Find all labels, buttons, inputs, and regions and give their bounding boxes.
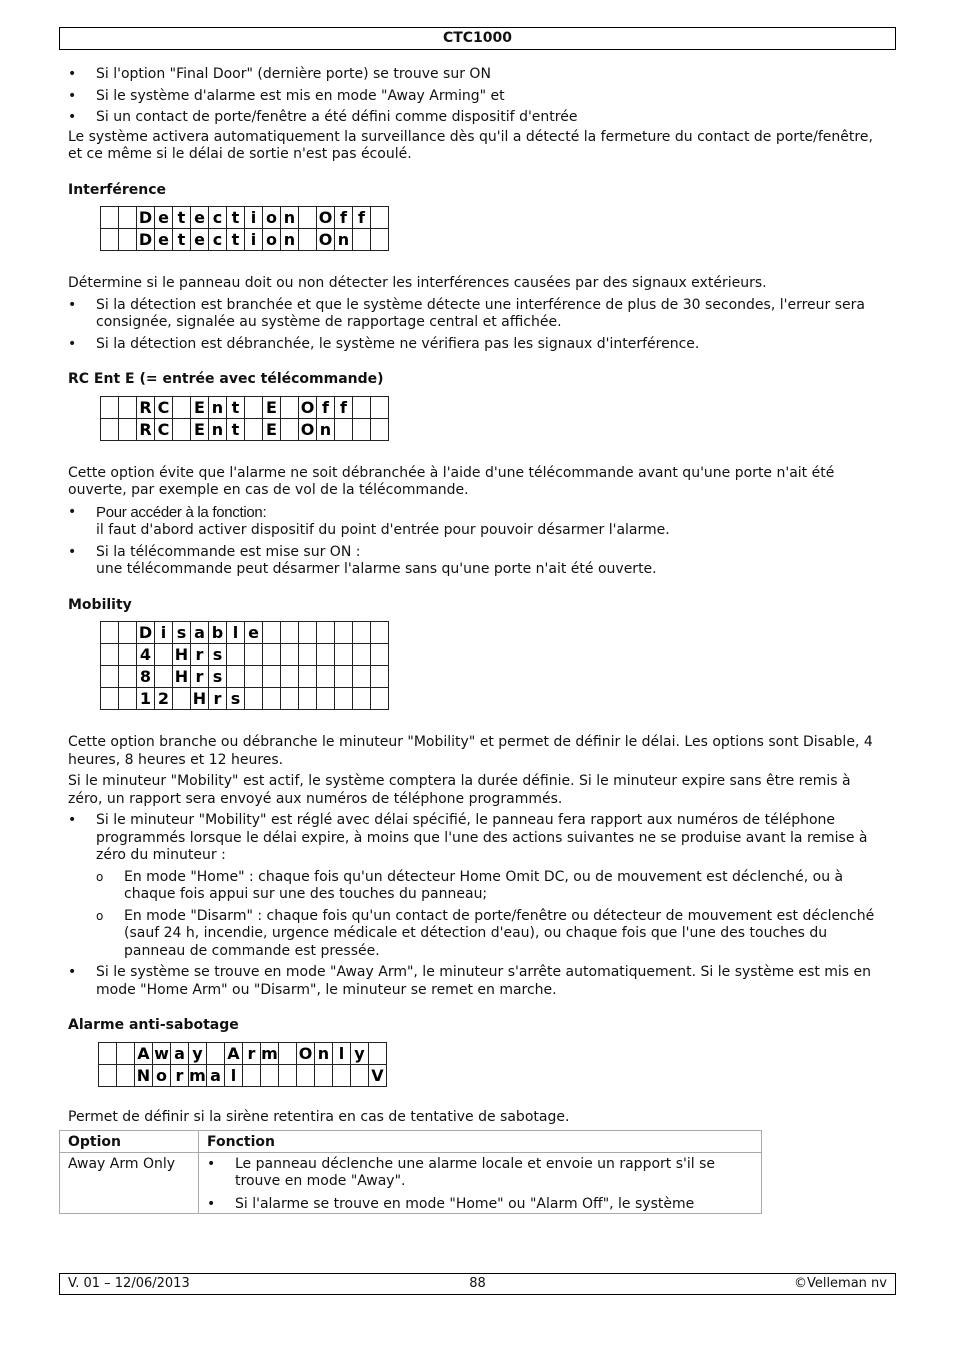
lcd-cell: f [317,396,335,418]
list-item [68,544,888,579]
lcd-cell [101,666,119,688]
lcd-cell: 1 [137,688,155,710]
lcd-cell: 2 [155,688,173,710]
lcd-cell: H [173,644,191,666]
intro-paragraph: Le système activera automatiquement la surveillance dès qu'il a détecté la fermeture du contact de porte/fenêtre, et ce même si le délai de sortie n'est pas écoulé. [68,128,873,162]
lcd-cell: r [191,666,209,688]
lcd-cell [263,622,281,644]
lcd-cell [101,229,119,251]
lcd-cell: s [173,622,191,644]
lcd-row [101,688,389,710]
lcd-cell [371,688,389,710]
lcd-cell [155,666,173,688]
lcd-cell: n [315,1042,333,1064]
lcd-cell: l [225,1064,243,1086]
lcd-cell [263,666,281,688]
tamper-paragraph: Permet de définir si la sirène retentira en cas de tentative de sabotage. [68,1108,570,1125]
lcd-cell [119,644,137,666]
lcd-cell: n [209,418,227,440]
lcd-cell [351,1064,369,1086]
lcd-cell [335,622,353,644]
lcd-cell [227,666,245,688]
lcd-cell: H [191,688,209,710]
lcd-cell [245,666,263,688]
list-item: • Si le système se trouve en mode "Away Arm", le minuteur s'arrête automatiquement. Si le système est mis en mode "Home Arm" ou "Disarm", le minuteur se remet en marche. [68,964,888,999]
lcd-cell [299,644,317,666]
lcd-cell [317,622,335,644]
lcd-cell [207,1042,225,1064]
lcd-cell [335,644,353,666]
lcd-cell [371,229,389,251]
lcd-cell [297,1064,315,1086]
list-item: • Si un contact de porte/fenêtre a été défini comme dispositif d'entrée [68,109,888,127]
lcd-cell: t [173,207,191,229]
lcd-cell: V [369,1064,387,1086]
lcd-cell [353,622,371,644]
lcd-cell [101,396,119,418]
lcd-cell [371,207,389,229]
lcd-cell: l [333,1042,351,1064]
lcd-cell: e [155,207,173,229]
table-header-option: Option [60,1131,199,1153]
lcd-cell: s [227,688,245,710]
lcd-cell: r [243,1042,261,1064]
lcd-cell: t [227,229,245,251]
lcd-cell [281,622,299,644]
rc-ent-bullet2-title: Si la télécommande est mise sur ON : [96,543,361,560]
lcd-cell [243,1064,261,1086]
lcd-row [101,418,389,440]
lcd-cell [279,1064,297,1086]
table-row [60,1152,762,1214]
lcd-row [101,666,389,688]
lcd-cell: i [245,207,263,229]
lcd-cell: e [191,229,209,251]
table-header-row [60,1131,762,1153]
page-footer [59,1273,896,1295]
lcd-cell [119,666,137,688]
lcd-row [101,622,389,644]
footer-copyright: ©Velleman nv [793,1276,887,1291]
lcd-cell [281,396,299,418]
lcd-cell: r [171,1064,189,1086]
lcd-cell [279,1042,297,1064]
lcd-cell [117,1042,135,1064]
lcd-cell: H [173,666,191,688]
lcd-cell [263,688,281,710]
lcd-cell: m [261,1043,278,1063]
lcd-cell [227,644,245,666]
lcd-cell [281,418,299,440]
lcd-cell [263,644,281,666]
list-item: o En mode "Home" : chaque fois qu'un détecteur Home Omit DC, ou de mouvement est déclenché, ou à chaque fois appui sur une des touches du panneau; [96,869,888,904]
lcd-cell: y [189,1042,207,1064]
lcd-cell [335,418,353,440]
lcd-cell [101,418,119,440]
lcd-cell [299,229,317,251]
list-item: • Si la détection est débranchée, le système ne vérifiera pas les signaux d'interférence. [68,336,888,354]
footer-version: V. 01 – 12/06/2013 [68,1276,190,1291]
lcd-cell: f [353,207,371,229]
lcd-cell [335,666,353,688]
rc-ent-bullet1-title: Pour accéder à la fonction: [96,503,267,521]
lcd-cell [119,396,137,418]
lcd-cell [371,644,389,666]
lcd-cell [335,688,353,710]
lcd-row [101,207,389,229]
lcd-cell [353,666,371,688]
interference-paragraph: Détermine si le panneau doit ou non détecter les interférences causées par des signaux extérieurs. [68,275,767,291]
intro-bullets [68,66,888,127]
lcd-cell: s [209,644,227,666]
lcd-cell [117,1064,135,1086]
lcd-cell: C [155,396,173,418]
lcd-cell [353,418,371,440]
mobility-sub-bullets [96,869,888,961]
lcd-cell: 8 [137,666,155,688]
page-header [59,27,896,50]
table-cell-function [199,1152,762,1214]
lcd-cell [299,688,317,710]
list-item: o En mode "Disarm" : chaque fois qu'un contact de porte/fenêtre ou détecteur de mouvement est déclenché (sauf 24 h, incendie, urgence médicale et détection d'eau), ou chaque fois que l'une des touches du panneau de commande est pressée. [96,908,888,961]
lcd-cell: f [335,396,353,418]
lcd-cell: D [137,229,155,251]
lcd-cell [101,644,119,666]
lcd-cell: e [245,622,263,644]
lcd-display-interference [100,206,389,251]
lcd-cell: 4 [137,644,155,666]
lcd-cell: b [209,622,227,644]
lcd-cell [155,644,173,666]
lcd-cell: E [263,418,281,440]
lcd-cell: O [317,207,335,229]
header-title: CTC1000 [442,30,513,46]
lcd-cell [353,644,371,666]
table-cell-option: Away Arm Only [60,1152,199,1214]
lcd-cell [173,418,191,440]
list-item [68,504,888,540]
lcd-cell [281,666,299,688]
table-header-function: Fonction [199,1131,762,1153]
lcd-cell: c [209,229,227,251]
lcd-cell [101,622,119,644]
lcd-display-rc-ent [100,396,389,441]
lcd-cell: R [137,418,155,440]
lcd-cell: n [281,229,299,251]
lcd-cell: e [191,207,209,229]
lcd-row [101,644,389,666]
lcd-cell [173,688,191,710]
mobility-bullet1-text: Si le minuteur "Mobility" est réglé avec délai spécifié, le panneau fera rapport aux numéros de téléphone programmés lorsque le délai expire, à moins que l'une des actions suivantes ne se produise avant la remise à zéro du minuteur : [96,812,868,863]
lcd-row [101,229,389,251]
lcd-cell: f [335,207,353,229]
lcd-cell: a [171,1042,189,1064]
lcd-cell [101,688,119,710]
lcd-cell [353,688,371,710]
lcd-cell [315,1064,333,1086]
section-heading-rc-ent: RC Ent E (= entrée avec télécommande) [68,371,384,387]
lcd-cell [281,644,299,666]
lcd-cell [299,207,317,229]
lcd-cell: e [155,229,173,251]
lcd-cell: n [281,207,299,229]
mobility-bullets [68,812,888,999]
lcd-row [99,1064,387,1086]
lcd-cell: c [209,207,227,229]
lcd-row [99,1042,387,1064]
interference-bullets [68,297,888,354]
list-item: • Le panneau déclenche une alarme locale et envoie un rapport s'il se trouve en mode "Away". [207,1156,753,1191]
lcd-cell: m [189,1065,206,1085]
lcd-cell [299,666,317,688]
lcd-cell: D [137,207,155,229]
lcd-cell: A [135,1042,153,1064]
lcd-cell: r [209,688,227,710]
lcd-cell [353,229,371,251]
lcd-row [101,396,389,418]
list-item: • Si l'option "Final Door" (dernière porte) se trouve sur ON [68,66,888,84]
list-item [68,812,888,960]
lcd-cell: t [173,229,191,251]
section-heading-interference: Interférence [68,181,167,198]
lcd-cell [353,396,371,418]
lcd-cell [371,622,389,644]
list-item: • Si l'alarme se trouve en mode "Home" ou "Alarm Off", le système [207,1196,753,1214]
lcd-cell [317,666,335,688]
lcd-cell: r [191,644,209,666]
lcd-cell: E [263,396,281,418]
lcd-cell [119,207,137,229]
lcd-cell: C [155,418,173,440]
list-item: • Si le système d'alarme est mis en mode "Away Arming" et [68,88,888,106]
lcd-cell: t [227,396,245,418]
lcd-cell: n [317,418,335,440]
lcd-cell [245,688,263,710]
option-table [59,1130,762,1214]
lcd-cell: O [317,229,335,251]
mobility-paragraph-1: Cette option branche ou débranche le minuteur "Mobility" et permet de définir le délai. Les options sont Disable, 4 heures, 8 heures et 12 heures. [68,734,873,768]
lcd-cell [119,622,137,644]
lcd-cell: A [225,1042,243,1064]
lcd-cell: i [245,229,263,251]
lcd-cell [119,418,137,440]
rc-ent-bullet2-text: une télécommande peut désarmer l'alarme sans qu'une porte n'ait été ouverte. [96,561,657,577]
lcd-cell: E [191,418,209,440]
lcd-cell [119,688,137,710]
lcd-cell [371,396,389,418]
lcd-cell: w [154,1043,169,1063]
lcd-cell: n [335,229,353,251]
lcd-display-tamper [98,1042,387,1087]
lcd-cell [119,229,137,251]
section-heading-mobility: Mobility [68,596,132,613]
lcd-cell: a [207,1064,225,1086]
lcd-cell: s [209,666,227,688]
lcd-cell: t [227,418,245,440]
list-item: • Si la détection est branchée et que le système détecte une interférence de plus de 30 secondes, l'erreur sera consignée, signalée au système de rapportage central et affichée. [68,297,888,332]
lcd-cell [245,396,263,418]
lcd-cell: E [191,396,209,418]
lcd-cell [371,418,389,440]
lcd-cell: t [227,207,245,229]
lcd-cell [299,622,317,644]
lcd-cell: o [263,207,281,229]
lcd-cell: a [191,622,209,644]
footer-page-number: 88 [469,1276,486,1291]
lcd-cell: o [153,1064,171,1086]
lcd-cell [369,1042,387,1064]
lcd-cell [317,644,335,666]
lcd-cell [281,688,299,710]
rc-ent-bullets [68,504,888,579]
lcd-cell [173,396,191,418]
lcd-cell: i [155,622,173,644]
lcd-cell: l [227,622,245,644]
lcd-cell: O [299,418,317,440]
lcd-cell [245,418,263,440]
lcd-cell: R [137,396,155,418]
rc-ent-bullet1-text: il faut d'abord activer dispositif du point d'entrée pour pouvoir désarmer l'alarme. [96,522,670,538]
mobility-paragraph-2: Si le minuteur "Mobility" est actif, le système comptera la durée définie. Si le minuteur expire sans être remis à zéro, un rapport sera envoyé aux numéros de téléphone programmés. [68,773,851,807]
lcd-cell: D [137,622,155,644]
lcd-cell [101,207,119,229]
lcd-cell [99,1064,117,1086]
lcd-cell [99,1042,117,1064]
lcd-cell [317,688,335,710]
lcd-cell: O [297,1042,315,1064]
document-body [68,66,888,1214]
lcd-cell: o [263,229,281,251]
lcd-cell [371,666,389,688]
function-bullets [207,1156,753,1214]
lcd-display-mobility [100,621,389,710]
lcd-cell [245,644,263,666]
section-heading-tamper: Alarme anti-sabotage [68,1017,239,1033]
lcd-cell: N [135,1064,153,1086]
lcd-cell: y [351,1042,369,1064]
rc-ent-paragraph: Cette option évite que l'alarme ne soit débranchée à l'aide d'une télécommande avant qu'une porte n'ait été ouverte, par exemple en cas de vol de la télécommande. [68,464,835,498]
lcd-cell [261,1064,279,1086]
lcd-cell [333,1064,351,1086]
lcd-cell: n [209,396,227,418]
lcd-cell: O [299,396,317,418]
